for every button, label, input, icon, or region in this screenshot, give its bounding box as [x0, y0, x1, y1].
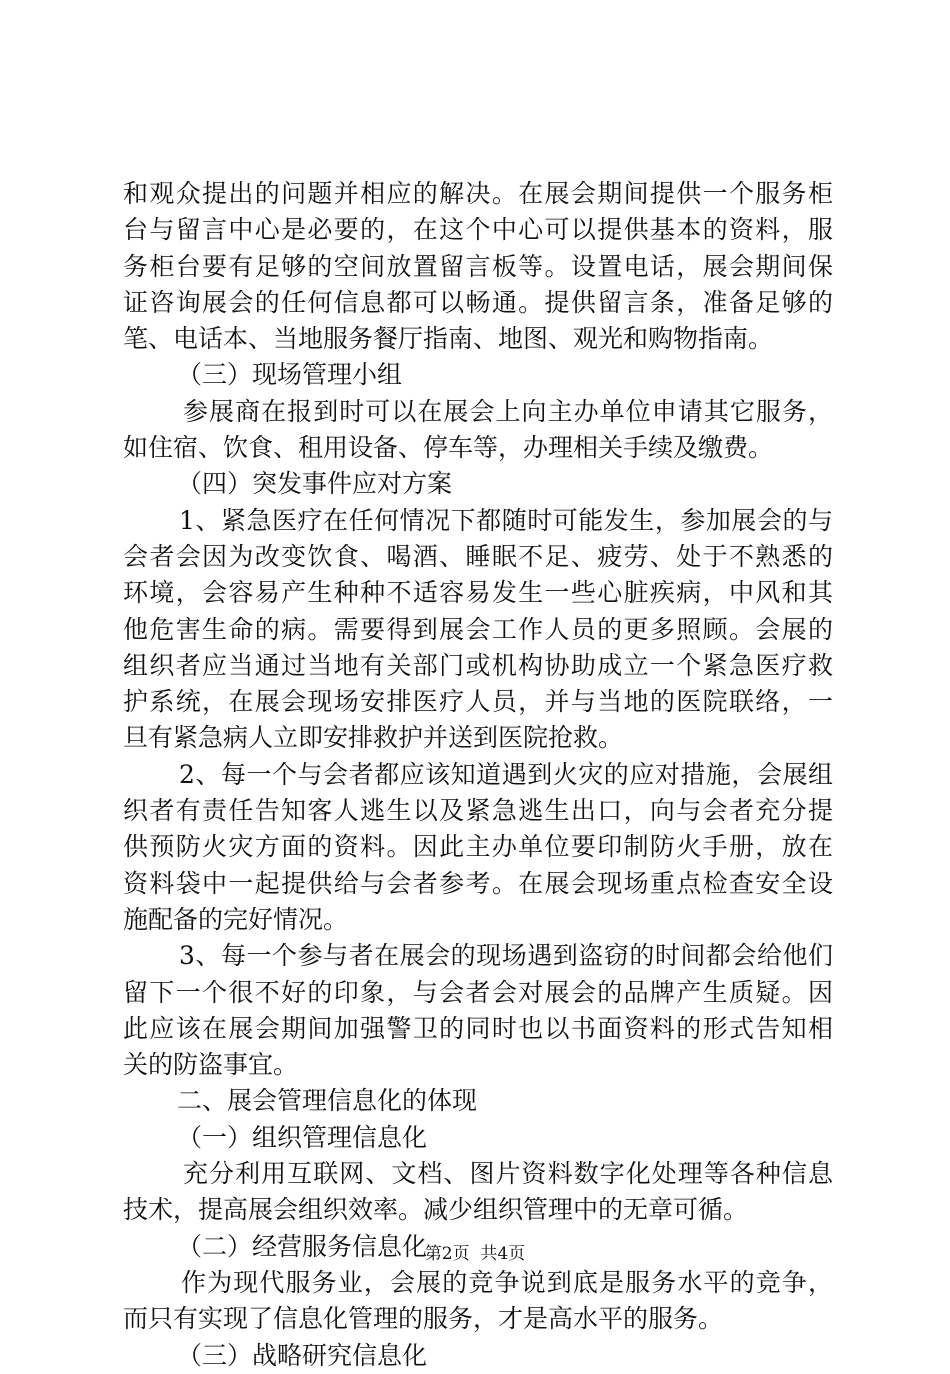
text-line: 而只有实现了信息化管理的服务，才是高水平的服务。	[123, 1304, 724, 1334]
text-line: （三）现场管理小组	[177, 360, 403, 390]
document-body	[123, 176, 833, 1374]
text-line: 证咨询展会的任何信息都可以畅通。提供留言条，准备足够的	[123, 287, 833, 317]
text-line: 2、每一个与会者都应该知道遇到火灾的应对措施，会展组	[179, 759, 833, 789]
page-number: 第2页 共4页	[424, 1244, 526, 1264]
text-line: （三）战略研究信息化	[177, 1340, 428, 1370]
text-line: 施配备的完好情况。	[123, 904, 349, 934]
text-line: 此应该在展会期间加强警卫的同时也以书面资料的形式告知相	[123, 1013, 833, 1043]
text-line: 资料袋中一起提供给与会者参考。在展会现场重点检查安全设	[123, 868, 833, 898]
text-line: 关的防盗事宜。	[123, 1050, 299, 1080]
text-line: 会者会因为改变饮食、喝酒、睡眠不足、疲劳、处于不熟悉的	[123, 541, 833, 571]
text-line: （一）组织管理信息化	[177, 1122, 428, 1152]
text-line: 台与留言中心是必要的，在这个中心可以提供基本的资料，服	[123, 215, 833, 245]
text-line: 留下一个很不好的印象，与会者会对展会的品牌产生质疑。因	[123, 977, 833, 1007]
text-line: 笔、电话本、当地服务餐厅指南、地图、观光和购物指南。	[123, 324, 774, 354]
text-line: 1、紧急医疗在任何情况下都随时可能发生，参加展会的与	[179, 505, 833, 535]
text-line: 充分利用互联网、文档、图片资料数字化处理等各种信息	[183, 1159, 833, 1189]
text-line: 二、展会管理信息化的体现	[177, 1086, 478, 1116]
text-line: 组织者应当通过当地有关部门或机构协助成立一个紧急医疗救	[123, 650, 833, 680]
page-footer	[0, 1243, 950, 1265]
text-line: 如住宿、饮食、租用设备、停车等，办理相关手续及缴费。	[123, 433, 774, 463]
text-line: 3、每一个参与者在展会的现场遇到盗窃的时间都会给他们	[179, 941, 833, 971]
text-line: 技术，提高展会组织效率。减少组织管理中的无章可循。	[123, 1195, 749, 1225]
text-line: 旦有紧急病人立即安排救护并送到医院抢救。	[123, 723, 624, 753]
text-line: 和观众提出的问题并相应的解决。在展会期间提供一个服务柜	[123, 179, 833, 208]
text-line: （二）经营服务信息化	[177, 1231, 428, 1261]
text-line: 环境，会容易产生种种不适容易发生一些心脏疾病，中风和其	[123, 578, 833, 608]
text-line: 他危害生命的病。需要得到展会工作人员的更多照顾。会展的	[123, 614, 833, 644]
text-line: 务柜台要有足够的空间放置留言板等。设置电话，展会期间保	[123, 251, 833, 281]
text-line: 供预防火灾方面的资料。因此主办单位要印制防火手册，放在	[123, 832, 833, 862]
text-line: 织者有责任告知客人逃生以及紧急逃生出口，向与会者充分提	[123, 796, 833, 826]
text-line: 参展商在报到时可以在展会上向主办单位申请其它服务，	[183, 396, 833, 426]
text-line: 作为现代服务业，会展的竞争说到底是服务水平的竞争，	[181, 1267, 833, 1297]
text-line: （四）突发事件应对方案	[177, 469, 453, 499]
text-line: 护系统，在展会现场安排医疗人员，并与当地的医院联络，一	[123, 687, 833, 717]
